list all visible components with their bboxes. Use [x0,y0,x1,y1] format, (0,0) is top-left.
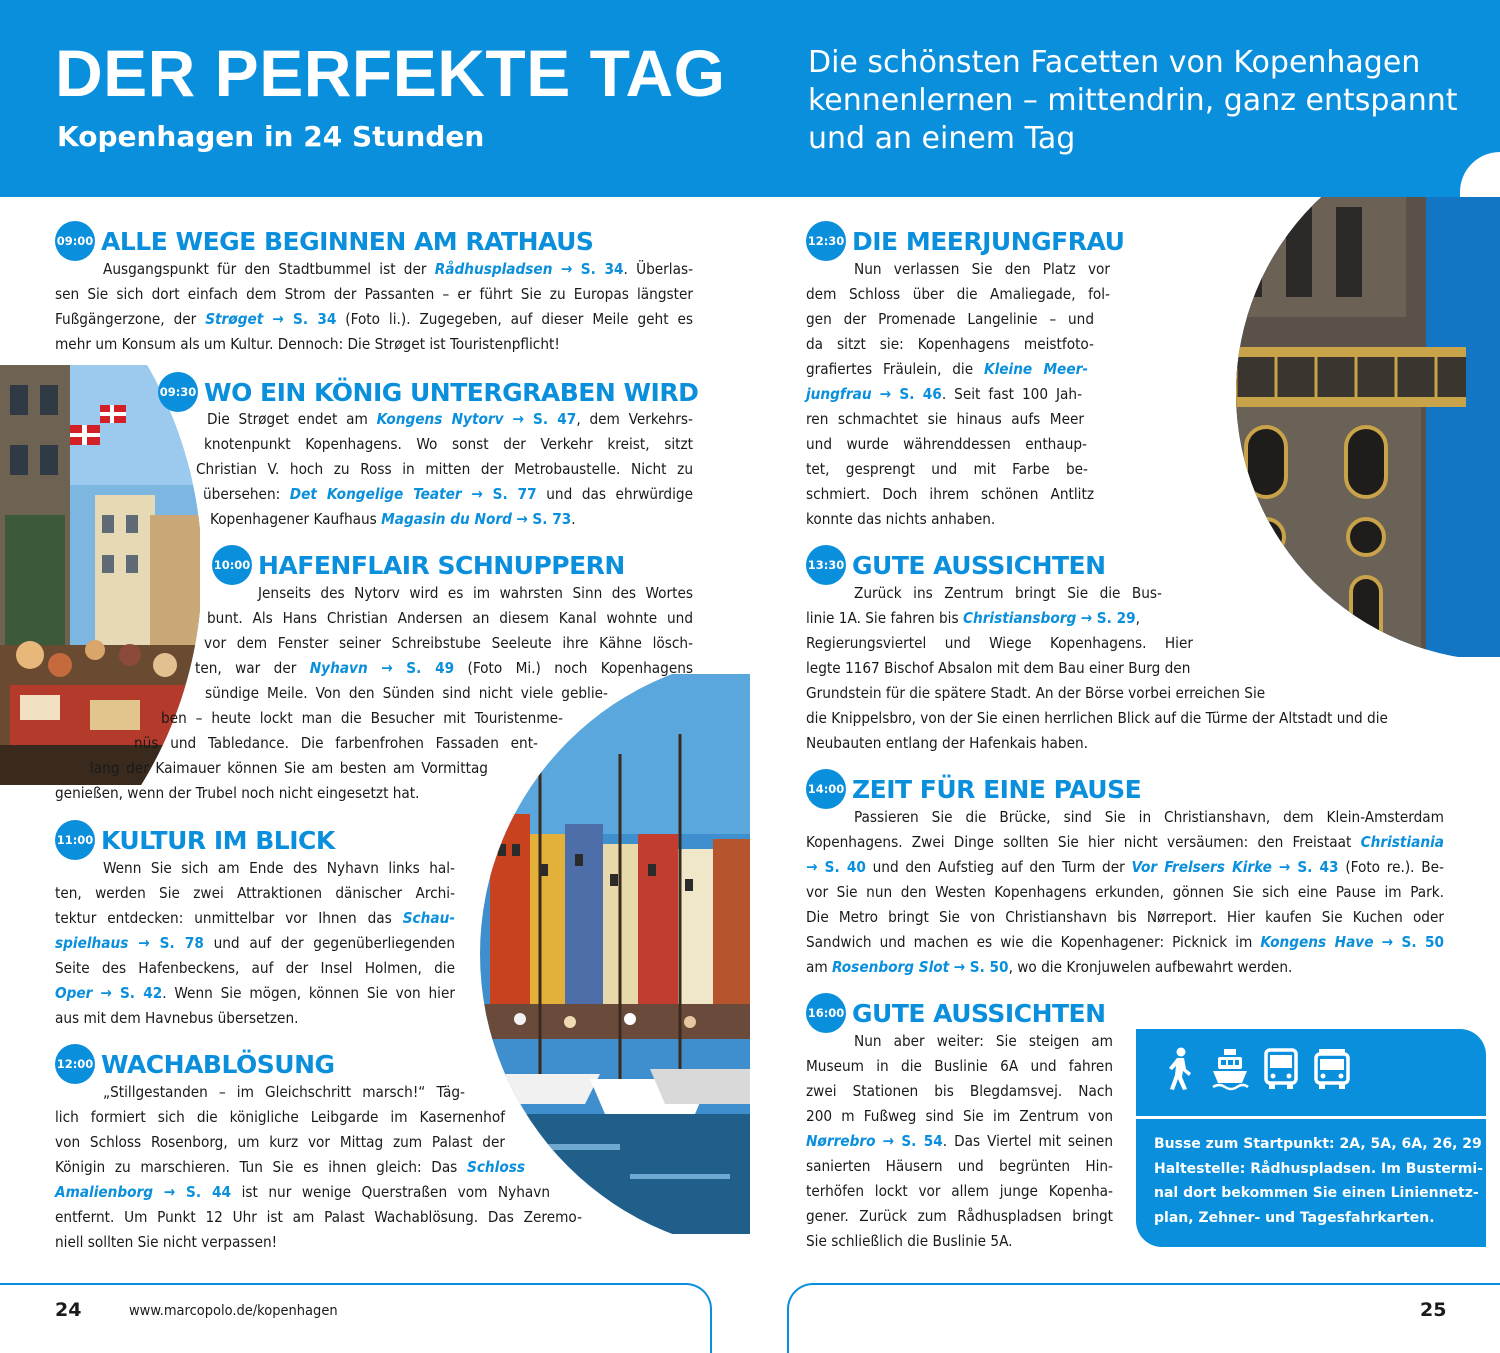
text-line: bunt. Als Hans Christian Andersen an diesem Kanal wohnte und [207,609,693,627]
text-line: sündige Meile. Von den Sünden sind nicht viele geblie- [205,684,608,702]
page-ref[interactable]: → S. 46 [879,385,942,403]
text-line: Museum in die Buslinie 6A und fahren [806,1057,1113,1075]
time-badge: 09:00 [55,221,95,261]
page-subtitle: Kopenhagen in 24 Stunden [57,120,485,153]
place-link[interactable]: Strøget [205,310,264,328]
place-link[interactable]: Vor Frelsers Kirke [1131,858,1272,876]
text-line: Jenseits des Nytorv wird es im wahrsten Sinn des Wortes [258,584,693,602]
time-badge: 12:00 [55,1044,95,1084]
text-line: sanierten Häusern und begrünten Hin- [806,1157,1113,1175]
text-line: ben – heute lockt man die Besucher mit Touristenme- [161,709,563,727]
text-line [55,307,693,332]
text-line: terhöfen lockt vor allem junge Kopenha- [806,1182,1113,1200]
text-line: Christian V. hoch zu Ross in mitten der Metrobaustelle. Nicht zu [196,460,693,478]
text-line: aus mit dem Havnebus übersetzen. [55,1009,299,1027]
transport-icons [1136,1029,1486,1092]
section-1230-head [806,221,1124,261]
text-line: dem Schloss über die Amaliegade, fol- [806,285,1110,303]
text-line [806,357,1088,382]
text-line: von Schloss Rosenborg, um kurz vor Mittag zum Palast der [55,1133,505,1151]
text-line [55,1180,550,1205]
page-ref[interactable]: → S. 50 [953,958,1009,976]
section-title: HAFENFLAIR SCHNUPPERN [258,550,625,580]
text-run: . [571,510,576,528]
time-badge: 12:30 [806,221,846,261]
header-banner [0,0,1500,197]
text-line: die Knippelsbro, von der Sie einen herrlichen Blick auf die Türme der Altstadt und die [806,709,1388,727]
text-line: Neubauten entlang der Hafenkais haben. [806,734,1088,752]
text-line: vor Sie nun den Westen Kopenhagens erkunden, gönnen Sie sich eine Pause im Park. [806,883,1444,901]
tagline-line: kennenlernen – mittendrin, ganz entspannt [808,83,1458,118]
text-run: Fußgängerzone, der [55,310,206,328]
section-0930-text [0,407,693,532]
text-line: nüs und Tabledance. Die farbenfrohen Fassaden ent- [134,734,538,752]
ferry-icon [1211,1046,1249,1092]
text-line: Regierungsviertel und Wiege Kopenhagens. Hier [806,634,1193,652]
text-line [806,930,1444,955]
page-number-right: 25 [1420,1299,1447,1321]
text-line: Die Metro bringt Sie von Christianshavn bis Nørreport. Hier kaufen Sie Kuchen oder [806,908,1444,926]
text-line: konnte das nichts anhaben. [806,510,996,528]
time-badge: 13:30 [806,545,846,585]
page-ref[interactable]: → S. 42 [100,984,163,1002]
section-title: DIE MEERJUNGFRAU [852,226,1125,256]
section-1600-head [806,993,1106,1033]
text-line: 200 m Fußweg sind Sie im Zentrum von [806,1107,1113,1125]
text-line [806,855,1444,880]
footer-rule-right [787,1283,1500,1353]
transport-info-text [1154,1132,1483,1230]
page-title: DER PERFEKTE TAG [55,36,726,110]
website-link[interactable]: www.marcopolo.de/kopenhagen [129,1303,338,1319]
page-ref[interactable]: → S. 73 [516,510,572,528]
text-line [210,507,693,532]
footer-rule-left [0,1283,712,1353]
section-title: WACHABLÖSUNG [101,1049,335,1079]
time-badge: 09:30 [158,372,198,412]
time-badge: 10:00 [212,545,252,585]
place-link[interactable]: Det Kongelige Teater [289,485,462,503]
info-line: plan, Zehner- und Tagesfahrkarten. [1154,1209,1435,1226]
time-badge: 16:00 [806,993,846,1033]
tagline [808,44,1458,158]
section-title: KULTUR IM BLICK [101,825,335,855]
place-link[interactable]: Oper [55,984,93,1002]
text-line [195,656,693,681]
text-line: und wurde währenddessen enthaup- [806,435,1087,453]
text-run: Königin zu marschieren. Tun Sie es ihnen gleich: Das [55,1158,467,1176]
section-title: ZEIT FÜR EINE PAUSE [852,774,1142,804]
text-line: niell sollten Sie nicht verpassen! [55,1233,278,1251]
text-line [806,955,1444,980]
place-link[interactable]: Nyhavn [309,659,368,677]
text-line [55,981,455,1006]
section-0900-text [55,257,693,357]
transport-info-box [1136,1029,1486,1247]
text-run: ten, war der [195,659,310,677]
text-line: lich formiert sich die königliche Leibgarde im Kasernenhof [55,1108,505,1126]
text-line: vor dem Fenster seiner Schreibstube Seeleute ihre Kähne lösch- [204,634,693,652]
text-line: tet, gesprengt und mit Farbe be- [806,460,1088,478]
text-line [203,482,693,507]
text-line: Seite des Hafenbeckens, auf der Insel Holmen, die [55,959,455,977]
section-0930-head [158,372,698,412]
text-run: , dem Verkehrs- [576,410,693,428]
time-badge: 14:00 [806,769,846,809]
text-line [55,931,455,956]
text-run: Sandwich und machen es wie die Kopenhagener: Picknick im [806,933,1261,951]
text-line [55,257,693,282]
text-line: mehr um Konsum als um Kultur. Dennoch: Die Strøget ist Touristenpflicht! [55,335,560,353]
text-run: . Überlas- [623,260,693,278]
place-link[interactable]: Rådhuspladsen [434,260,553,278]
text-line [806,382,1082,407]
section-0900-head [55,221,593,261]
place-link[interactable]: Nørrebro [806,1132,876,1150]
place-link[interactable]: Schau- [402,909,455,927]
text-line [55,906,455,931]
page-ref[interactable]: → S. 40 [806,858,866,876]
text-line [55,1155,525,1180]
place-link[interactable]: Magasin du Nord [381,510,512,528]
page-ref[interactable]: → S. 43 [1278,858,1339,876]
text-line: schmiert. Doch ihrem schönen Antlitz [806,485,1094,503]
page-ref[interactable]: → S. 34 [272,310,337,328]
text-run: Kopenhagener Kaufhaus [210,510,382,528]
text-run: , [1135,609,1140,627]
section-title: WO EIN KÖNIG UNTERGRABEN WIRD [204,377,699,407]
text-line [207,407,693,432]
text-line: Grundstein für die spätere Stadt. An der Börse vorbei erreichen Sie [806,684,1266,702]
page-ref[interactable]: → S. 47 [512,410,577,428]
text-line: ren schmachtet sie hinaus aufs Meer [806,410,1084,428]
section-title: GUTE AUSSICHTEN [852,550,1106,580]
tagline-line: und an einem Tag [808,121,1076,156]
page-ref[interactable]: → S. 44 [163,1183,232,1201]
place-link[interactable]: Christiania [1360,833,1444,851]
text-line: gen der Promenade Langelinie – und [806,310,1094,328]
text-run: Ausgangspunkt für den Stadtbummel ist der [103,260,435,278]
bus-icon [1262,1046,1300,1092]
page-ref[interactable]: → S. 78 [138,934,204,952]
text-run: . Wenn Sie mögen, können Sie von hier [162,984,455,1002]
place-link[interactable]: Kongens Nytorv [376,410,504,428]
section-1600-text [806,1029,1113,1254]
text-line: legte 1167 Bischof Absalon mit dem Bau einer Burg den [806,659,1191,677]
text-line: lang der Kaimauer können Sie am besten am Vormittag [90,759,488,777]
text-run: Kopenhagens. Zwei Dinge sollten Sie hier nicht versäumen: den Freistaat [806,833,1361,851]
page-ref[interactable]: → S. 34 [560,260,624,278]
text-line: sen Sie sich dort einfach dem Strom der Passanten – er führt Sie zu Europas längster [55,285,693,303]
section-1400-head [806,769,1141,809]
text-run: , wo die Kronjuwelen aufbewahrt werden. [1008,958,1293,976]
section-1400-text [806,805,1444,980]
section-title: GUTE AUSSICHTEN [852,998,1106,1028]
text-run: tektur entdecken: unmittelbar vor Ihnen das [55,909,403,927]
text-line: Nun verlassen Sie den Platz vor [854,260,1110,278]
section-1200-head [55,1044,335,1084]
text-run: (Foto Mi.) noch Kopenhagens [454,659,694,677]
text-line: zwei Stationen bis Blegdamsvej. Nach [806,1082,1113,1100]
walking-person-icon [1160,1046,1198,1092]
text-run: übersehen: [203,485,290,503]
text-line: genießen, wenn der Trubel noch nicht eingesetzt hat. [55,784,420,802]
page-ref[interactable]: → S. 50 [1381,933,1444,951]
section-1200-text [55,1080,585,1255]
section-1330-text [806,581,1446,756]
place-link[interactable]: Kongens Have [1260,933,1374,951]
text-run: am [806,958,833,976]
text-run: und den Aufstieg auf den Turm der [865,858,1132,876]
text-line: Wenn Sie sich am Ende des Nyhavn links hal- [103,859,455,877]
text-line: ten, werden Sie zwei Attraktionen dänischer Archi- [55,884,455,902]
section-1100-head [55,820,335,860]
text-line: Nun aber weiter: Sie steigen am [854,1032,1113,1050]
text-run: (Foto re.). Be- [1338,858,1444,876]
place-link[interactable]: jungfrau [806,385,872,403]
bus-front-icon [1313,1046,1351,1092]
page-ref[interactable]: → S. 29 [1080,609,1136,627]
text-run: . Seit fast 100 Jah- [941,385,1083,403]
tagline-line: Die schönsten Facetten von Kopenhagen [808,45,1421,80]
page-ref[interactable]: → S. 77 [471,485,537,503]
info-line: nal dort bekommen Sie einen Liniennetz- [1154,1185,1479,1201]
section-1000-text [0,581,693,806]
text-line: knotenpunkt Kopenhagens. Wo sonst der Verkehr kreist, sitzt [204,435,693,453]
text-line [806,830,1444,855]
text-run: ist nur wenige Querstraßen vom Nyhavn [231,1183,551,1201]
divider [1136,1116,1486,1119]
section-1100-text [55,856,455,1031]
place-link[interactable]: Schloss [466,1158,525,1176]
info-line: Haltestelle: Rådhuspladsen. Im Bustermi- [1154,1160,1483,1177]
section-title: ALLE WEGE BEGINNEN AM RATHAUS [101,226,594,256]
time-badge: 11:00 [55,820,95,860]
text-run: linie 1A. Sie fahren bis [806,609,963,627]
info-line: Busse zum Startpunkt: 2A, 5A, 6A, 26, 29 [1154,1136,1482,1152]
header-notch [1460,152,1500,197]
place-link[interactable]: spielhaus [55,934,129,952]
text-run: und das ehrwürdige [536,485,693,503]
text-line: entfernt. Um Punkt 12 Uhr ist am Palast Wachablösung. Das Zeremo- [55,1208,582,1226]
text-line [806,606,1446,631]
text-line [806,1129,1113,1154]
text-run: grafiertes Fräulein, die [806,360,984,378]
page-ref[interactable]: → S. 54 [882,1132,943,1150]
text-line: Sie schließlich die Buslinie 5A. [806,1232,1013,1250]
place-link[interactable]: Rosenborg Slot [832,958,950,976]
place-link[interactable]: Kleine Meer- [983,360,1089,378]
text-run: . Das Viertel mit seinen [942,1132,1113,1150]
text-run: und auf der gegenüberliegenden [203,934,455,952]
text-line: da sitzt sie: Kopenhagens meistfoto- [806,335,1094,353]
place-link[interactable]: Amalienborg [55,1183,154,1201]
text-line: Passieren Sie die Brücke, sind Sie in Christianshavn, dem Klein-Amsterdam [854,808,1444,826]
place-link[interactable]: Christiansborg [962,609,1077,627]
text-line: „Stillgestanden – im Gleichschritt marsch!“ Täg- [103,1083,465,1101]
section-1000-head [212,545,625,585]
text-line: Zurück ins Zentrum bringt Sie die Bus- [854,584,1162,602]
section-1230-text [806,257,1110,532]
text-line: gener. Zurück zum Rådhuspladsen bringt [806,1207,1113,1225]
text-run: (Foto li.). Zugegeben, auf dieser Meile geht es [336,310,693,328]
section-1330-head [806,545,1106,585]
text-run: Die Strøget endet am [207,410,377,428]
page-ref[interactable]: → S. 49 [381,659,455,677]
page-number-left: 24 [55,1299,82,1321]
